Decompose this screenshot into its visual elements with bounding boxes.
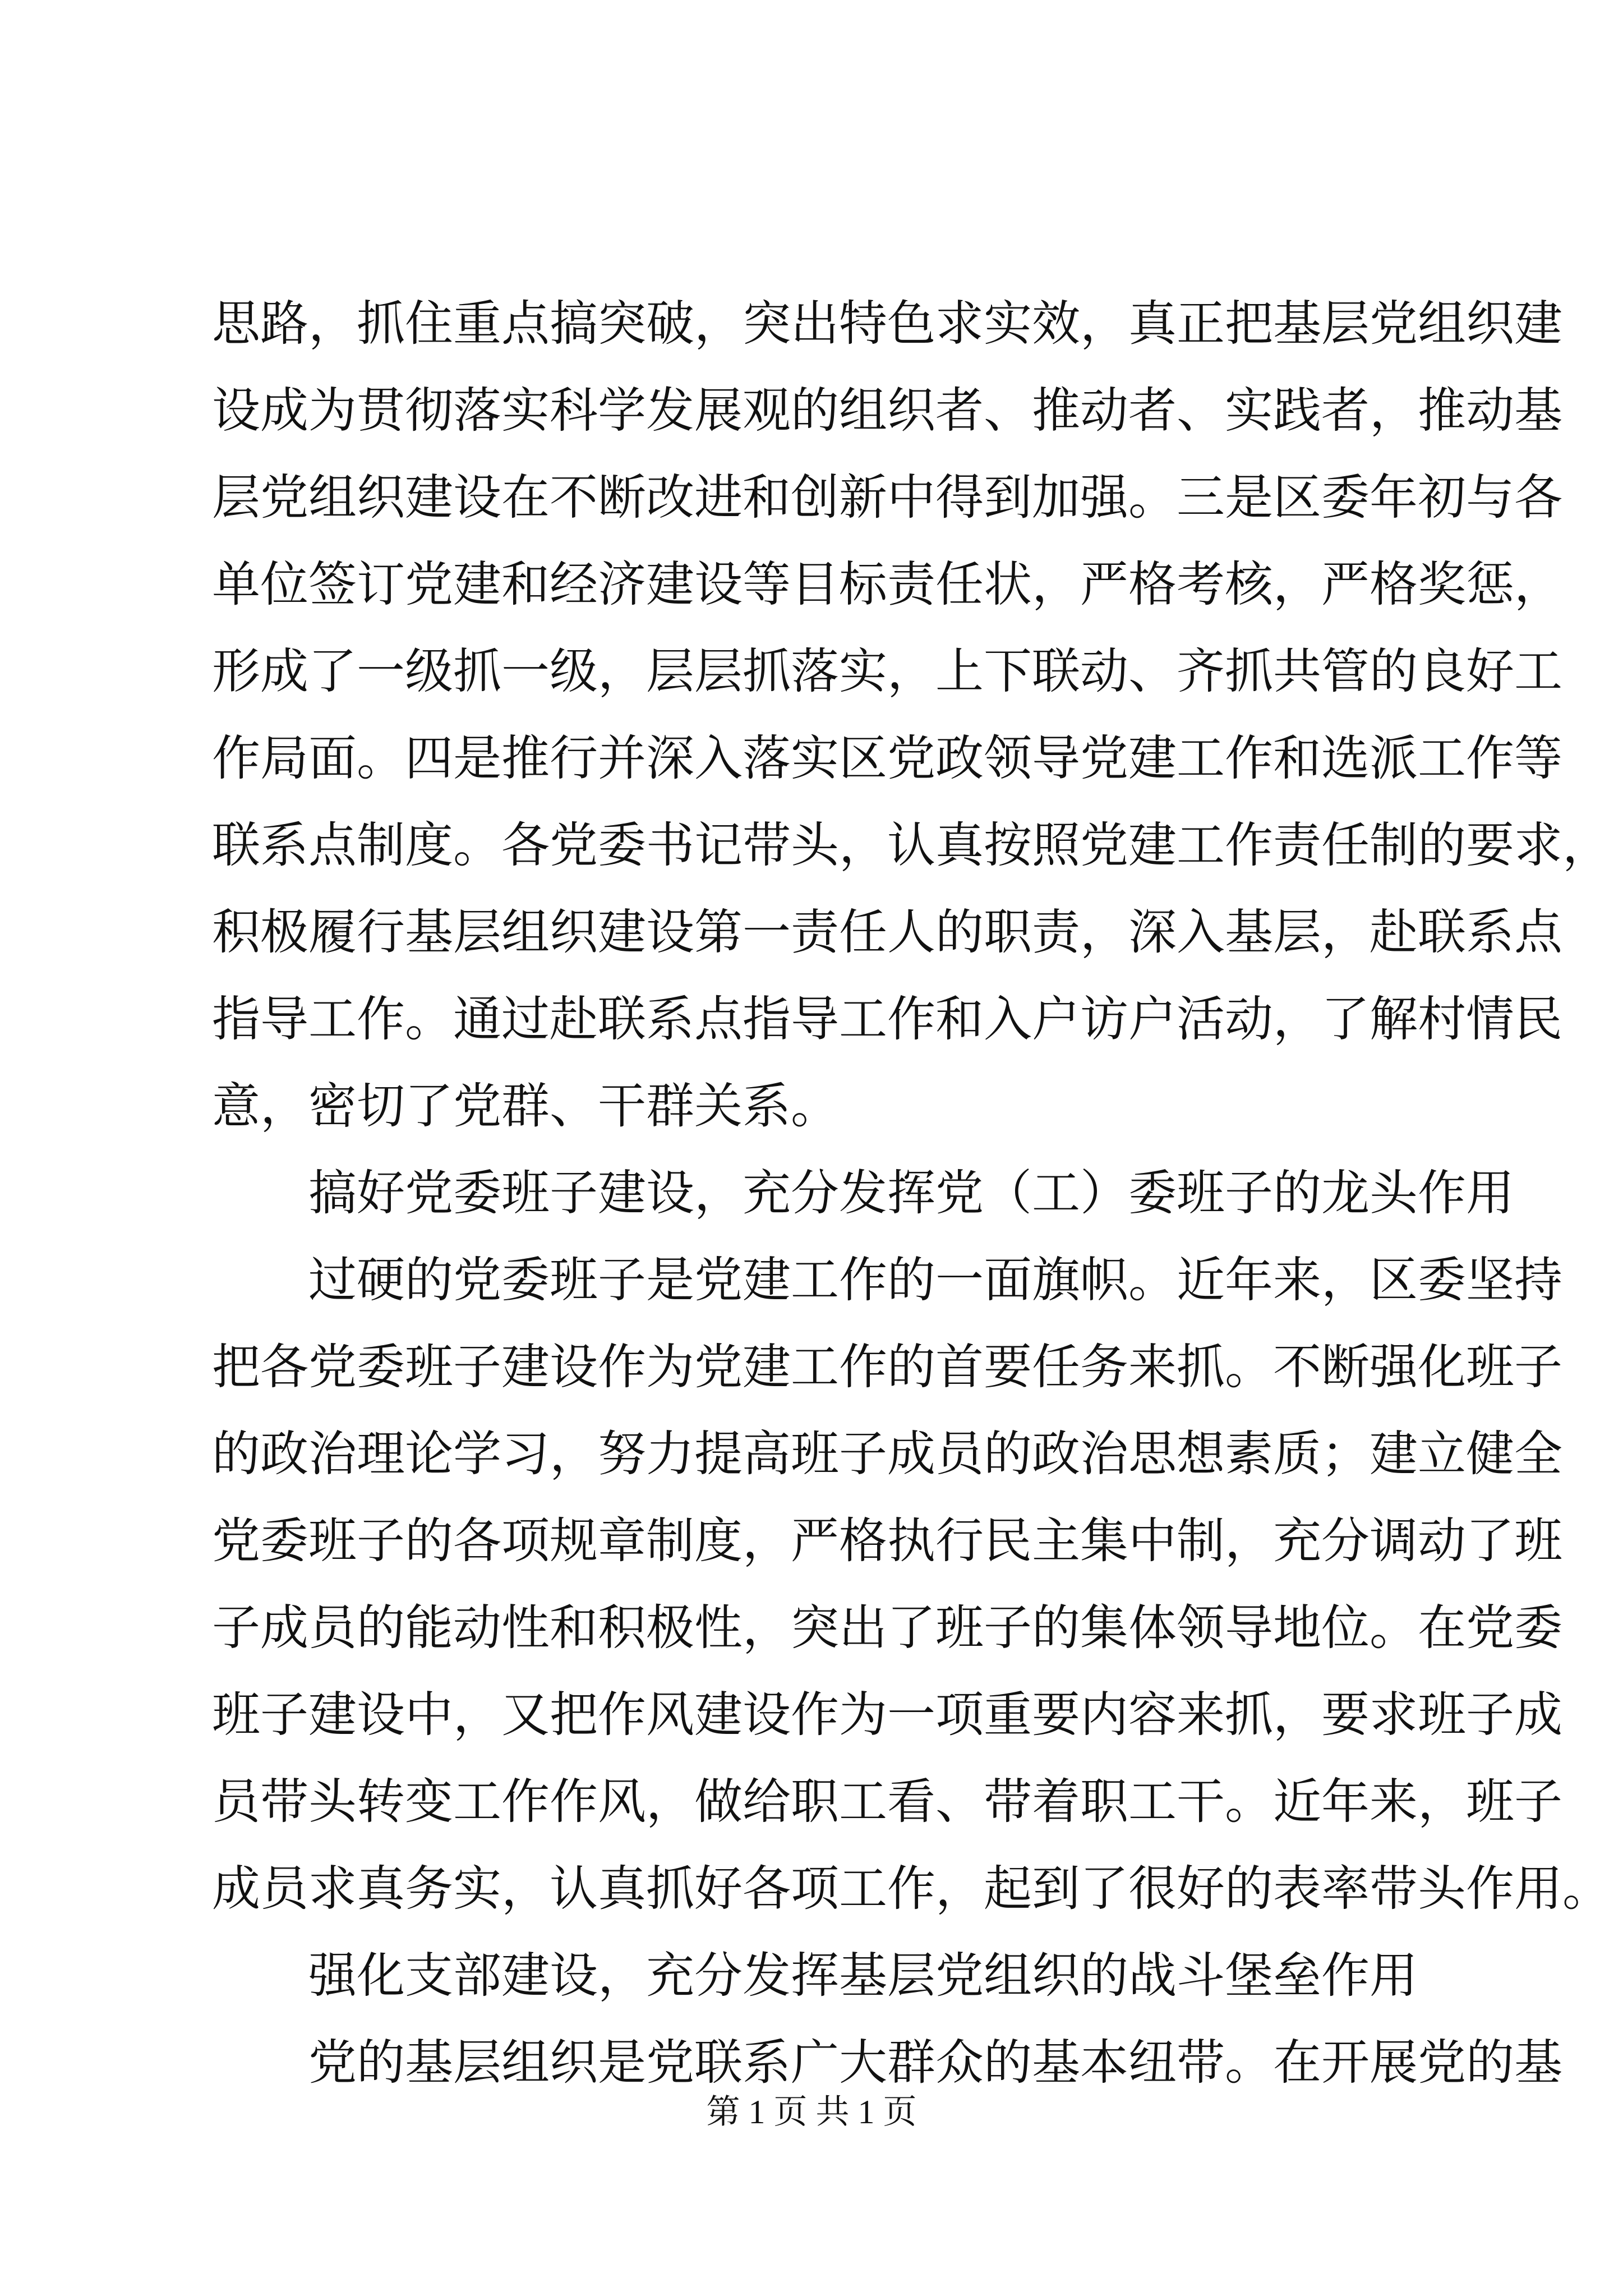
text-line: 单位签订党建和经济建设等目标责任状，严格考核，严格奖惩， [212,556,1562,613]
text-line: 班子建设中，又把作风建设作为一项重要内容来抓，要求班子成 [212,1687,1562,1743]
text-line: 层党组织建设在不断改进和创新中得到加强。三是区委年初与各 [212,470,1562,526]
text-line: 指导工作。通过赴联系点指导工作和入户访户活动，了解村情民 [212,991,1562,1047]
text-line: 形成了一级抓一级，层层抓落实，上下联动、齐抓共管的良好工 [212,643,1562,700]
page-footer: 第 1 页 共 1 页 [706,2093,917,2131]
text-line: 联系点制度。各党委书记带头，认真按照党建工作责任制的要求， [212,817,1611,873]
section-heading: 强化支部建设，充分发挥基层党组织的战斗堡垒作用 [308,1948,1418,2004]
section-heading: 搞好党委班子建设，充分发挥党（工）委班子的龙头作用 [308,1165,1514,1221]
text-line: 把各党委班子建设作为党建工作的首要任务来抓。不断强化班子 [212,1339,1562,1395]
text-line: 思路，抓住重点搞突破，突出特色求实效，真正把基层党组织建 [212,296,1562,352]
text-line: 成员求真务实，认真抓好各项工作，起到了很好的表率带头作用。 [212,1861,1611,1917]
paragraph-first-line: 党的基层组织是党联系广大群众的基本纽带。在开展党的基 [308,2035,1562,2091]
text-line: 的政治理论学习，努力提高班子成员的政治思想素质；建立健全 [212,1426,1562,1482]
text-line: 作局面。四是推行并深入落实区党政领导党建工作和选派工作等 [212,730,1562,786]
text-line: 设成为贯彻落实科学发展观的组织者、推动者、实践者，推动基 [212,383,1562,439]
text-line: 党委班子的各项规章制度，严格执行民主集中制，充分调动了班 [212,1513,1562,1569]
text-line: 积极履行基层组织建设第一责任人的职责，深入基层，赴联系点 [212,904,1562,960]
text-line: 员带头转变工作作风，做给职工看、带着职工干。近年来，班子 [212,1774,1562,1830]
paragraph-first-line: 过硬的党委班子是党建工作的一面旗帜。近年来，区委坚持 [308,1252,1562,1308]
text-line: 子成员的能动性和积极性，突出了班子的集体领导地位。在党委 [212,1600,1562,1656]
paragraph-last-line: 意，密切了党群、干群关系。 [212,1078,839,1134]
